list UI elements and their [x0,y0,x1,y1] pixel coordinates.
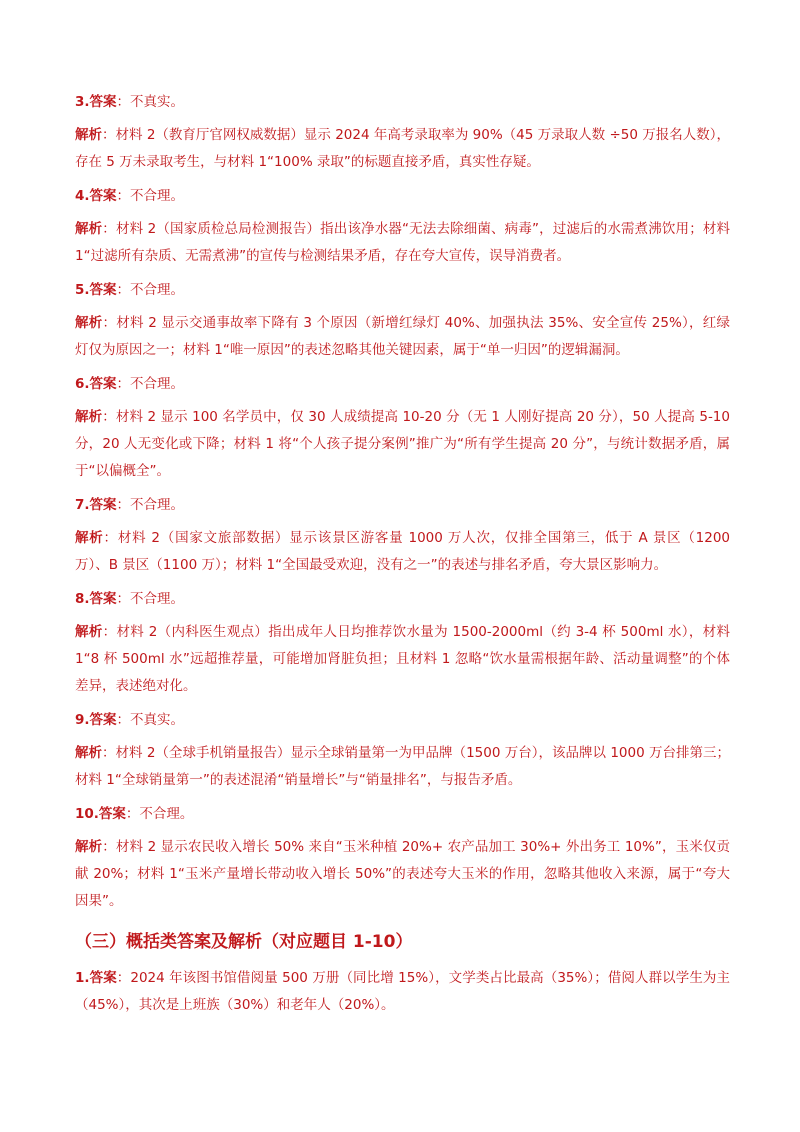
analysis-text: ：材料 2（教育厅官网权威数据）显示 2024 年高考录取率为 90%（45 万录取人数 ÷50 万报名人数），存在 5 万未录取考生，与材料 1“100% 录取”的标题直接矛盾，真实性存疑。 [75,127,730,170]
answer-text: ：不合理。 [116,188,185,204]
analysis-text: ：材料 2 显示 100 名学员中，仅 30 人成绩提高 10-20 分（无 1 人刚好提高 20 分），50 人提高 5-10 分，20 人无变化或下降；材料 1 将“个人孩子提分案例”推广为“所有学生提高 20 分”，与统计数据矛盾，属于“以偏概全”。 [75,409,730,479]
analysis-6 [75,404,730,485]
answer-label: 8.答案 [75,591,117,607]
answer-5 [75,276,730,304]
answer-text: ：不合理。 [125,806,194,822]
analysis-text: ：材料 2 显示农民收入增长 50% 来自“玉米种植 20%+ 农产品加工 30%+ 外出务工 10%”，玉米仅贡献 20%；材料 1“玉米产量增长带动收入增长 50%”的表述夸大玉米的作用，忽略其他收入来源，属于“夸大因果”。 [75,839,731,909]
answer-6 [75,370,730,398]
answer-label: 6.答案 [75,376,117,392]
analysis-7 [75,525,730,579]
analysis-text: ：材料 2 显示交通事故率下降有 3 个原因（新增红绿灯 40%、加强执法 35%、安全宣传 25%），红绿灯仅为原因之一；材料 1“唯一原因”的表述忽略其他关键因素，属于“单一归因”的逻辑漏洞。 [75,315,731,358]
answer-label: 9.答案 [75,712,117,728]
analysis-8 [75,619,730,700]
answer-10 [75,800,730,828]
answer-text: ：不合理。 [116,376,185,392]
analysis-text: ：材料 2（内科医生观点）指出成年人日均推荐饮水量为 1500-2000ml（约 3-4 杯 500ml 水），材料 1“8 杯 500ml 水”远超推荐量，可能增加肾脏负担；且材料 1 忽略“饮水量需根据年龄、活动量调整”的个体差异，表述绝对化。 [75,624,731,694]
summary-answer-1 [75,965,730,1019]
analysis-9 [75,740,730,794]
answer-label: 1.答案 [75,970,117,986]
answer-8 [75,585,730,613]
analysis-label: 解析 [75,839,103,855]
answer-7 [75,491,730,519]
answer-label: 5.答案 [75,282,117,298]
answer-9 [75,706,730,734]
answer-label: 10.答案 [75,806,126,822]
analysis-5 [75,310,730,364]
analysis-label: 解析 [75,409,103,425]
answer-label: 4.答案 [75,188,117,204]
section-heading: （三）概括类答案及解析（对应题目 1-10） [75,932,413,952]
answer-text: ：不真实。 [116,94,185,110]
analysis-label: 解析 [75,221,103,237]
analysis-text: ：材料 2（全球手机销量报告）显示全球销量第一为甲品牌（1500 万台），该品牌以 1000 万台排第三；材料 1“全球销量第一”的表述混淆“销量增长”与“销量排名”，与报告矛盾。 [75,745,731,788]
analysis-label: 解析 [75,315,103,331]
analysis-label: 解析 [75,745,103,761]
answer-label: 7.答案 [75,497,117,513]
answer-4 [75,182,730,210]
analysis-3 [75,122,730,176]
answer-text: ：2024 年该图书馆借阅量 500 万册（同比增 15%），文学类占比最高（35%）；借阅人群以学生为主（45%），其次是上班族（30%）和老年人（20%）。 [75,970,730,1013]
answer-text: ：不合理。 [116,282,185,298]
document-page [75,88,730,1025]
answer-text: ：不合理。 [116,497,185,513]
analysis-4 [75,216,730,270]
analysis-text: ：材料 2（国家质检总局检测报告）指出该净水器“无法去除细菌、病毒”，过滤后的水需煮沸饮用；材料 1“过滤所有杂质、无需煮沸”的宣传与检测结果矛盾，存在夸大宣传，误导消费者。 [75,221,730,264]
analysis-label: 解析 [75,624,103,640]
answer-text: ：不合理。 [116,591,185,607]
answer-label: 3.答案 [75,94,117,110]
analysis-label: 解析 [75,127,103,143]
analysis-10 [75,834,730,915]
answer-3 [75,88,730,116]
answer-text: ：不真实。 [116,712,185,728]
analysis-text: ：材料 2（国家文旅部数据）显示该景区游客量 1000 万人次，仅排全国第三，低于 A 景区（1200 万）、B 景区（1100 万）；材料 1“全国最受欢迎，没有之一”的表述与排名矛盾，夸大景区影响力。 [75,530,730,573]
analysis-label: 解析 [75,530,104,546]
